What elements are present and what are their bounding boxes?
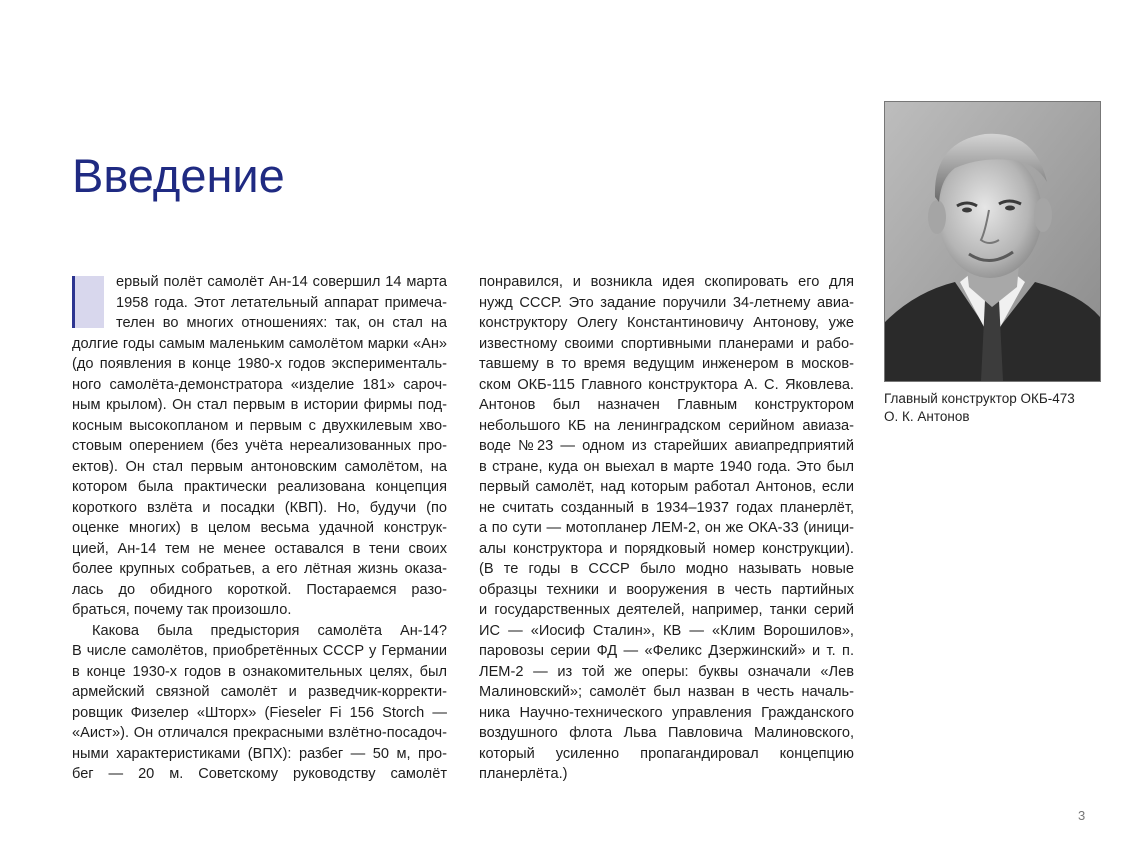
- text-line: долгие годы самым маленьким самолётом марки «Ан»: [72, 335, 447, 352]
- text-line: телен во многих отношениях: так, он стал на: [116, 315, 447, 331]
- text-line: в конце 1930-х годов в ознакомительных целях, был: [72, 663, 447, 680]
- text-line: известному своими спортивными планерами и рабо-: [479, 335, 854, 352]
- text-line: нужд СССР. Это задание поручили 34-летнему авиа-: [479, 294, 854, 311]
- text-line: лась до обидного короткой. Постараемся разо-: [72, 581, 447, 598]
- text-line: ника Научно-технического управления Гражданского: [479, 704, 854, 721]
- text-line: воздушного флота Льва Павловича Малиновского,: [479, 725, 854, 741]
- text-line: понравился, и возникла идея скопировать его для: [479, 274, 854, 290]
- portrait-photo: [884, 101, 1101, 382]
- text-line: Какова была предыстория самолёта Ан-14?: [92, 622, 447, 639]
- text-column-right: [479, 272, 854, 785]
- text-line: бег — 20 м. Советскому руководству самолёт: [72, 766, 447, 782]
- caption-line: О. К. Антонов: [884, 409, 970, 424]
- text-line: воде №23 — одном из старейших авиапредприятий: [479, 438, 854, 454]
- text-line: первый самолёт, над которым работал Антонов, если: [479, 479, 854, 495]
- text-line: в стране, куда он выехал в марте 1940 года. Это был: [479, 458, 854, 475]
- text-column-left: [72, 272, 447, 785]
- text-line: ными характеристиками (ВПХ): разбег — 50 м, про-: [72, 745, 447, 762]
- page-title: Введение: [72, 149, 285, 202]
- text-line: тавшему в то время ведущим инженером в москов-: [479, 356, 854, 372]
- text-line: конструктору Олегу Константиновичу Антонову, уже: [479, 315, 854, 331]
- text-line: котором была практически реализована концепция: [72, 479, 447, 495]
- text-line: более крупных собратьев, а его лётная жизнь оказа-: [72, 561, 447, 577]
- text-line: не считать созданный в 1934–1937 годах планерлёт,: [479, 499, 854, 516]
- text-line: ЛЕМ-2 — из той же оперы: буквы означали «Лев: [479, 663, 854, 680]
- text-line: ным крылом). Он стал первым в истории фирмы под-: [72, 397, 447, 413]
- text-line: (В те годы в СССР было модно называть новые: [479, 561, 854, 577]
- text-line: а по сути — мотопланер ЛЕМ-2, он же ОКА-33 (иници-: [479, 520, 854, 536]
- text-line: алы конструктора и порядковый номер конструкции).: [479, 540, 854, 557]
- caption-line: Главный конструктор ОКБ-473: [884, 391, 1075, 406]
- text-line: ИС — «Иосиф Сталин», КВ — «Клим Ворошилов»,: [479, 622, 854, 639]
- text-line: ного самолёта-демонстратора «изделие 181» сароч-: [72, 376, 447, 393]
- text-line: стовым оперением (без учёта нереализованных про-: [72, 438, 447, 454]
- text-line: Малиновский»; самолёт был назван в честь началь-: [479, 684, 854, 700]
- text-line: оценке многих) в целом весьма удачной конструк-: [72, 520, 447, 536]
- text-line: цией, Ан-14 тем не менее оставался в тени своих: [72, 540, 447, 557]
- text-line: армейский связной самолёт и разведчик-корректи-: [72, 684, 447, 700]
- text-line: и государственных деятелей, например, танки серий: [479, 602, 854, 618]
- text-line: небольшого КБ на ленинградском серийном авиаза-: [479, 417, 854, 434]
- text-line: короткого взлёта и посадки (КВП). Но, будучи (по: [72, 499, 447, 516]
- text-line: планерлёта.): [479, 766, 568, 782]
- page-number: 3: [1078, 808, 1086, 823]
- text-line: ровщик Физелер «Шторх» (Fieseler Fi 156 Storch —: [72, 704, 447, 721]
- text-line: Антонов был назначен Главным конструктором: [479, 397, 854, 413]
- text-line: образцы техники и вооружения в честь партийных: [479, 581, 854, 598]
- photo-caption: [884, 390, 1114, 426]
- text-line: В числе самолётов, приобретённых СССР у Германии: [72, 643, 447, 659]
- text-line: «Аист»). Он отличался прекрасными взлётно-посадоч-: [72, 725, 447, 741]
- text-line: (до появления в конце 1980-х годов эксперименталь-: [72, 356, 447, 372]
- text-line: 1958 года. Этот летательный аппарат примеча-: [116, 294, 447, 311]
- text-line: паровозы серии ФД — «Феликс Дзержинский» и т. п.: [479, 643, 854, 659]
- text-line: ервый полёт самолёт Ан-14 совершил 14 марта: [116, 274, 447, 290]
- text-line: который усиленно пропагандировал концепцию: [479, 745, 854, 762]
- text-line: косным высокопланом и первым с двухкилевым хво-: [72, 417, 447, 434]
- text-line: ектов). Он стал первым антоновским самолётом, на: [72, 458, 447, 475]
- text-line: ском ОКБ-115 Главного конструктора А. С. Яковлева.: [479, 376, 854, 393]
- text-line: браться, почему так произошло.: [72, 602, 292, 618]
